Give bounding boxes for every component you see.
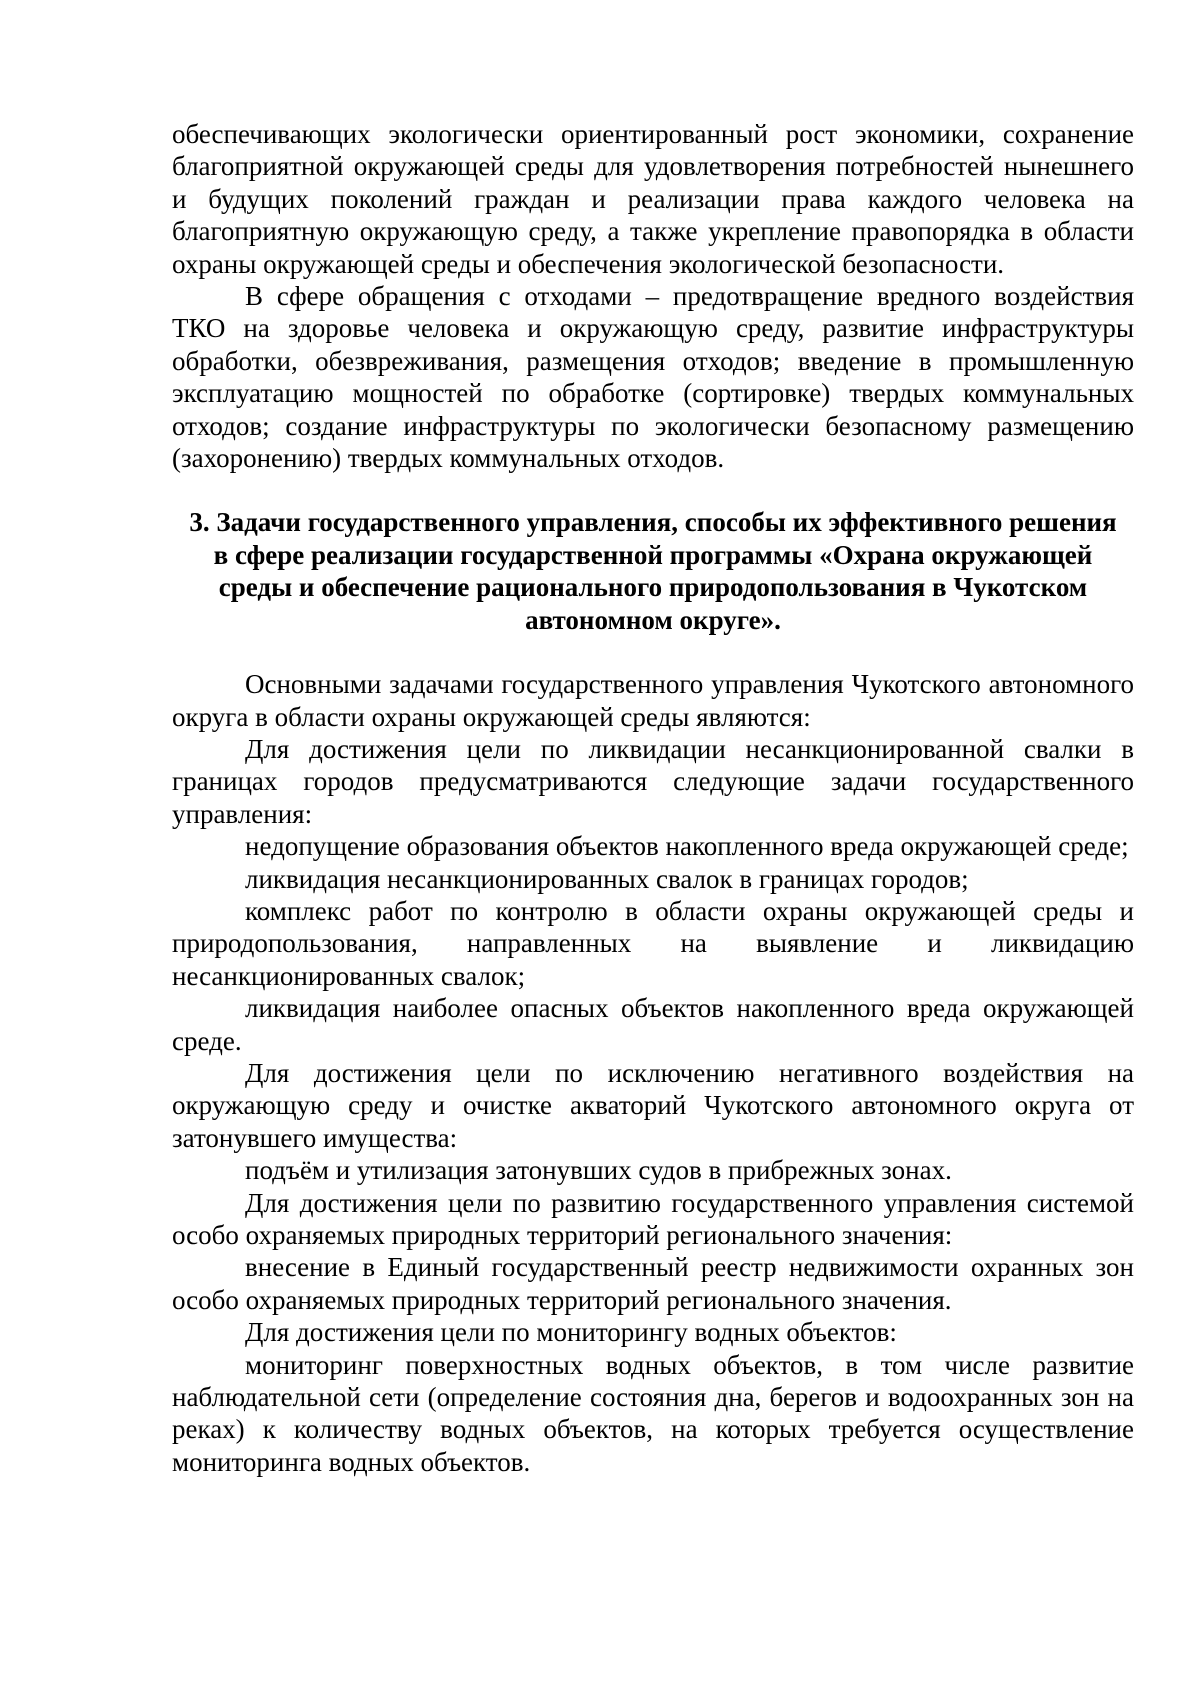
paragraph-continuation: обеспечивающих экологически ориентированный рост экономики, сохранение благоприятной окружающей среды для удовлетворения потребностей нынешнего и будущих поколений граждан и реализации права каждого человека на благоприятную окружающую среду, а также укрепление правопорядка в области охраны окружающей среды и обеспечения экологической безопасности.	[172, 119, 1134, 279]
spacer	[172, 636, 1134, 668]
list-item: комплекс работ по контролю в области охраны окружающей среды и природопользования, направленных на выявление и ликвидацию несанкционированных свалок;	[172, 895, 1134, 991]
list-item: мониторинг поверхностных водных объектов, в том числе развитие наблюдательной сети (определение состояния дна, берегов и водоохранных зон на реках) к количеству водных объектов, на которых требуется осуществление мониторинга водных объектов.	[172, 1349, 1134, 1477]
paragraph-goal-monitoring: Для достижения цели по мониторингу водных объектов:	[245, 1317, 897, 1348]
list-item: внесение в Единый государственный реестр недвижимости охранных зон особо охраняемых природных территорий регионального значения.	[172, 1252, 1134, 1315]
paragraph-goal-waters: Для достижения цели по исключению негативного воздействия на окружающую среду и очистке акваторий Чукотского автономного округа от затонувшего имущества:	[172, 1057, 1134, 1153]
list-item: ликвидация несанкционированных свалок в границах городов;	[245, 863, 969, 894]
paragraph-waste-management: В сфере обращения с отходами – предотвращение вредного воздействия ТКО на здоровье человека и окружающую среду, развитие инфраструктуры обработки, обезвреживания, размещения отходов; введение в промышленную эксплуатацию мощностей по обработке (сортировке) твердых коммунальных отходов; создание инфраструктуры по экологически безопасному размещению (захоронению) твердых коммунальных отходов.	[172, 281, 1134, 474]
list-item: подъём и утилизация затонувших судов в прибрежных зонах.	[245, 1155, 952, 1186]
list-item: недопущение образования объектов накопленного вреда окружающей среде;	[245, 831, 1129, 862]
paragraph-goal-protected-areas: Для достижения цели по развитию государственного управления системой особо охраняемых природных территорий регионального значения:	[172, 1187, 1134, 1250]
list-item: ликвидация наиболее опасных объектов накопленного вреда окружающей среде.	[172, 993, 1134, 1056]
document-page	[172, 118, 1134, 1478]
spacer	[172, 474, 1134, 506]
paragraph-goal-dumps: Для достижения цели по ликвидации несанкционированной свалки в границах городов предусматриваются следующие задачи государственного управления:	[172, 733, 1134, 829]
section-heading: 3. Задачи государственного управления, способы их эффективного решения в сфере реализации государственной программы «Охрана окружающей среды и обеспечение рационального природопользования в Чукотском автономном округе».	[189, 507, 1117, 635]
paragraph-main-tasks: Основными задачами государственного управления Чукотского автономного округа в области охраны окружающей среды являются:	[172, 669, 1134, 732]
